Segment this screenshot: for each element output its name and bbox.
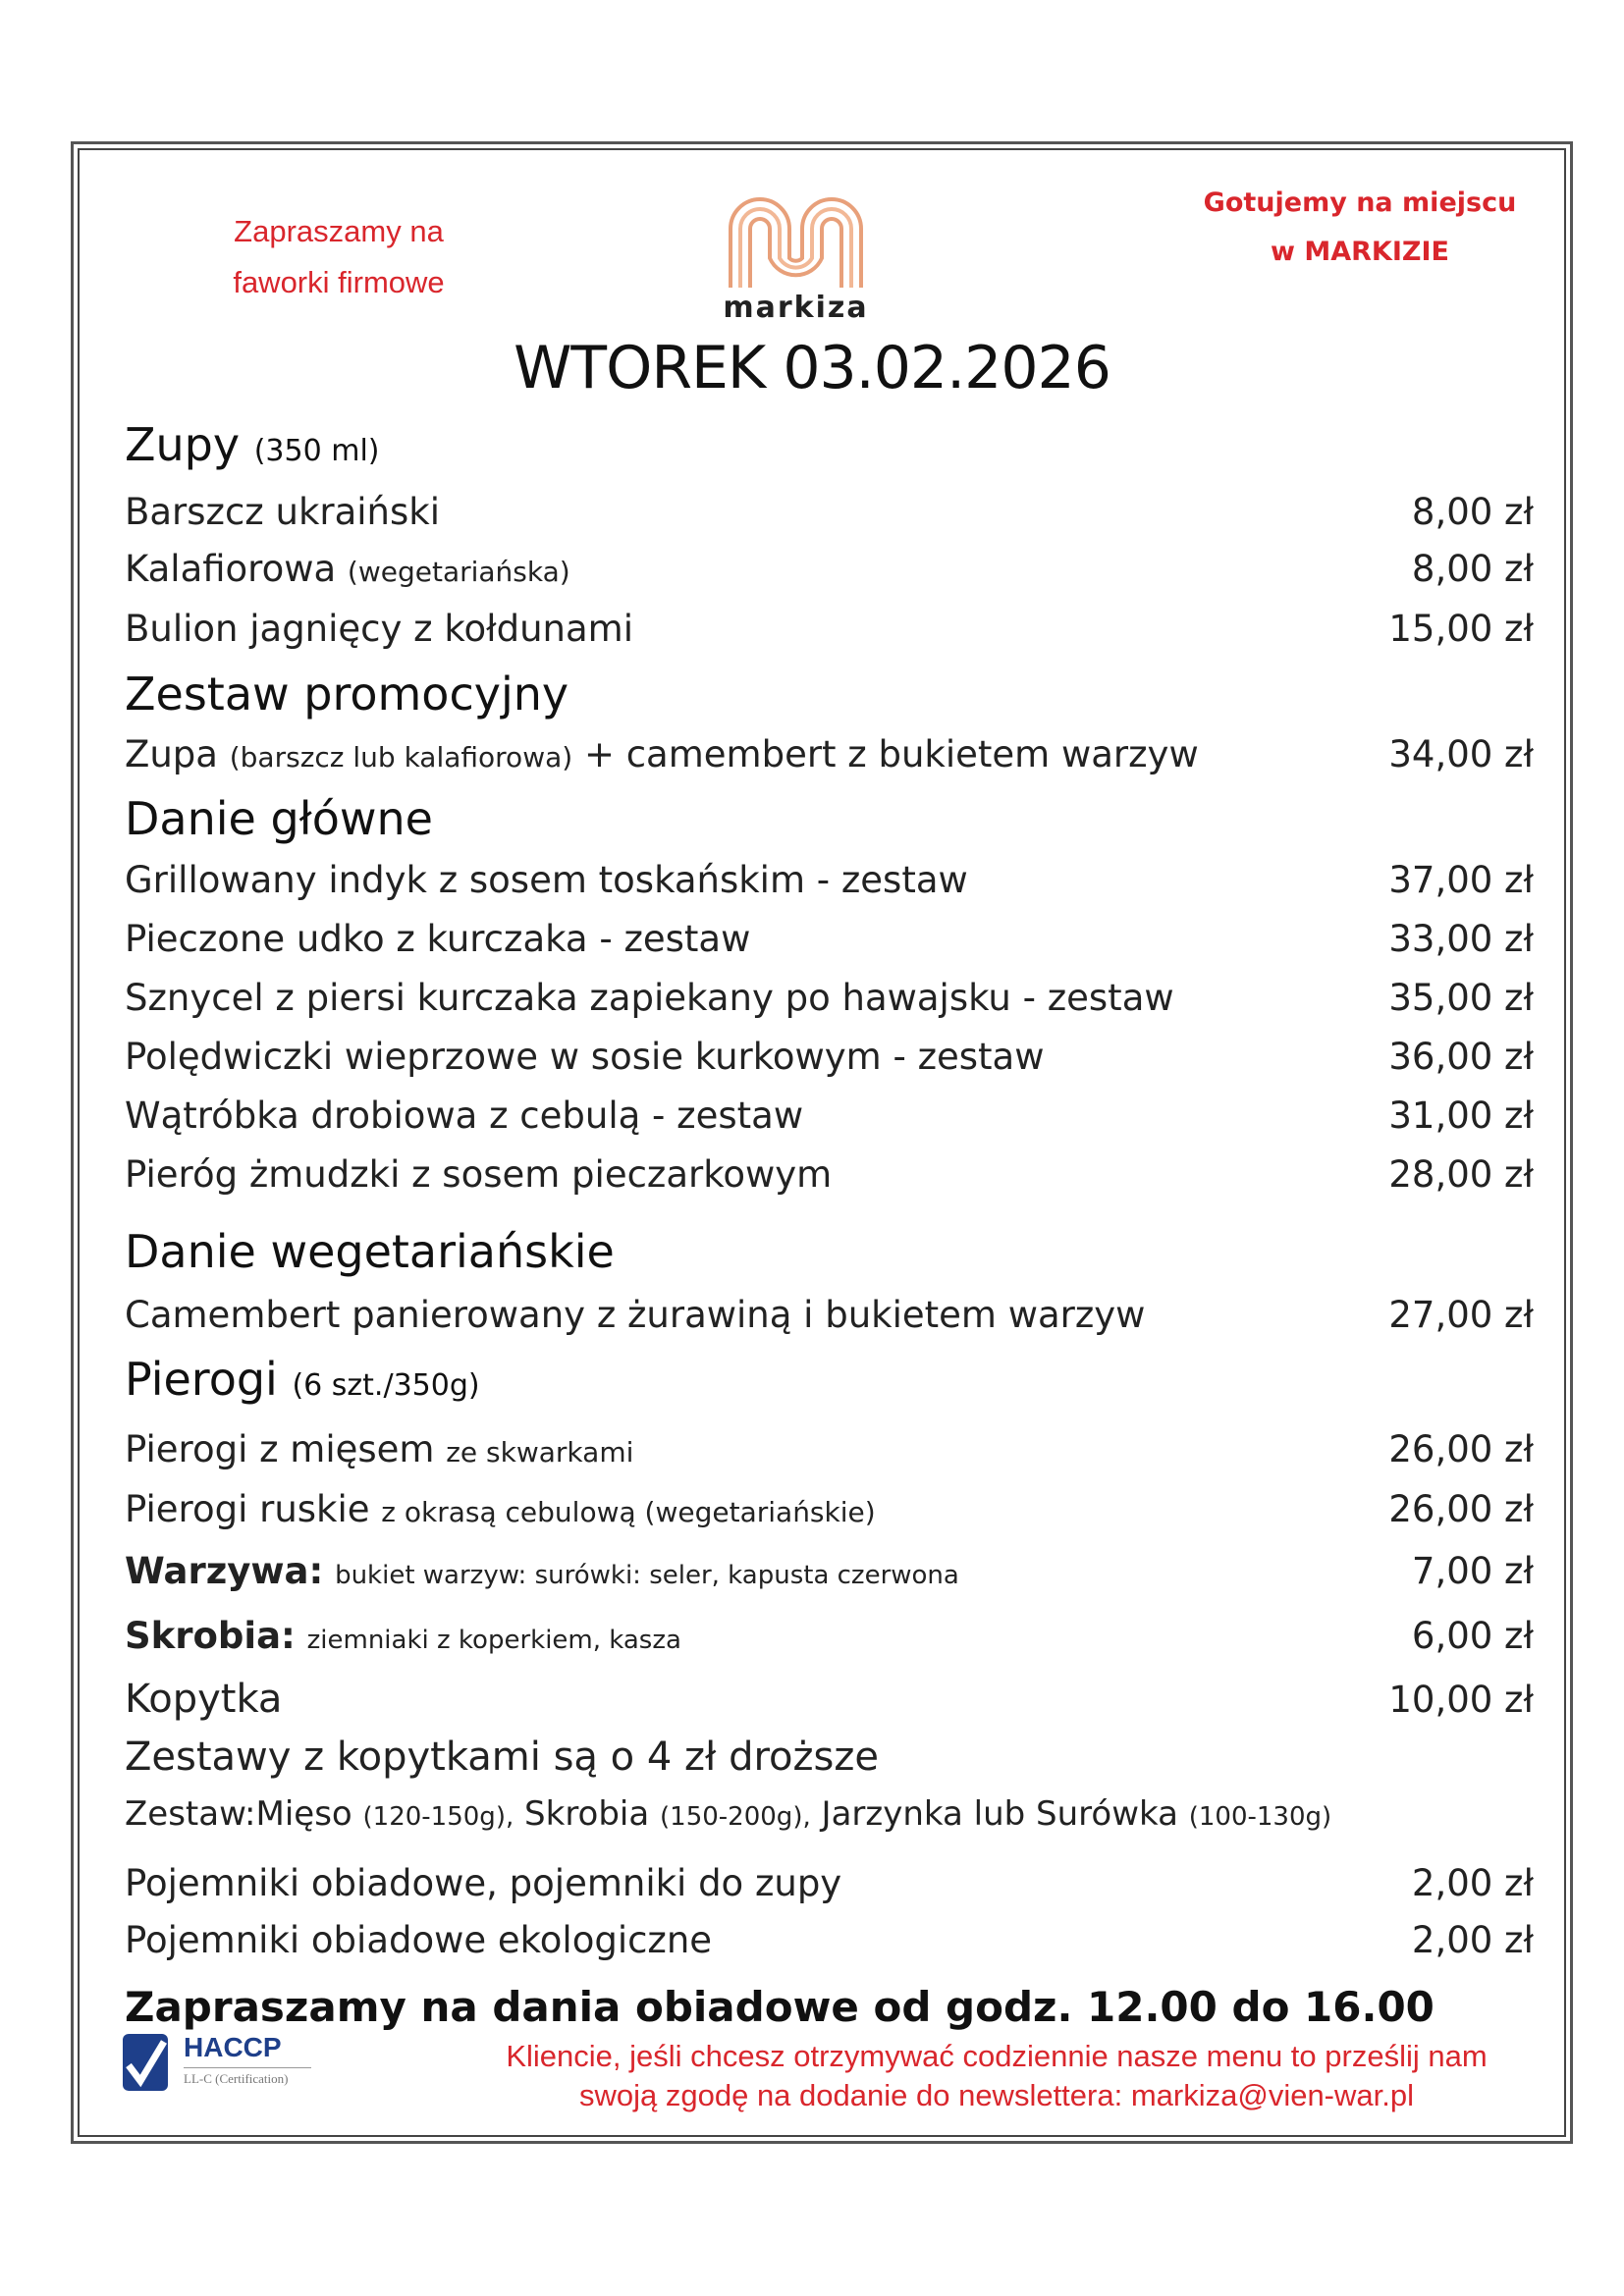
faworki-promo-line-1: Zapraszamy na — [234, 214, 444, 248]
menu-item — [125, 1421, 1534, 1481]
menu-item — [125, 601, 1534, 658]
menu-item — [125, 910, 1534, 969]
cooking-onsite-line-1: Gotujemy na miejscu — [1203, 187, 1517, 218]
newsletter-line-1: Kliencie, jeśli chcesz otrzymywać codziennie nasze menu to prześlij nam — [506, 2039, 1488, 2073]
item-price: 7,00 zł — [1411, 1550, 1534, 1592]
section-heading-promo — [125, 662, 1534, 726]
item-price: 34,00 zł — [1388, 733, 1534, 775]
section-title: Danie główne — [125, 792, 433, 845]
item-price: 6,00 zł — [1411, 1615, 1534, 1657]
item-price: 8,00 zł — [1411, 548, 1534, 590]
item-note: (barszcz lub kalafiorowa) — [229, 741, 573, 774]
side-label: Skrobia: — [125, 1615, 296, 1657]
item-price: 15,00 zł — [1388, 608, 1534, 650]
item-price: 26,00 zł — [1388, 1488, 1534, 1530]
item-name-continued: + camembert z bukietem warzyw — [583, 733, 1199, 775]
newsletter-line-2: swoją zgodę na dodanie do newslettera: markiza@vien-war.pl — [579, 2078, 1414, 2112]
markiza-logo-icon — [725, 189, 867, 288]
set-label: Zestaw: — [125, 1794, 256, 1834]
faworki-promo-line-2: faworki firmowe — [233, 265, 445, 299]
menu-item — [125, 1028, 1534, 1087]
item-price: 2,00 zł — [1411, 1862, 1534, 1904]
item-price: 2,00 zł — [1411, 1919, 1534, 1961]
menu-content — [125, 412, 1534, 2040]
item-name: Pojemniki obiadowe, pojemniki do zupy — [125, 1862, 842, 1904]
item-name: Pieczone udko z kurczaka - zestaw — [125, 918, 751, 960]
item-name: Barszcz ukraiński — [125, 491, 440, 533]
menu-item — [125, 1146, 1534, 1204]
item-name: Pierogi z mięsem — [125, 1428, 435, 1470]
page-title: WTOREK 03.02.2026 — [514, 334, 1110, 402]
menu-item — [125, 969, 1534, 1028]
item-name: Bulion jagnięcy z kołdunami — [125, 608, 633, 650]
item-price: 26,00 zł — [1388, 1428, 1534, 1470]
side-label: Warzywa: — [125, 1550, 324, 1592]
section-heading-soups — [125, 412, 1534, 484]
section-title: Zestaw promocyjny — [125, 667, 569, 721]
cooking-onsite-line-2: w MARKIZIE — [1271, 237, 1449, 267]
item-name: Pieróg żmudzki z sosem pieczarkowym — [125, 1153, 833, 1196]
item-note: z okrasą cebulową (wegetariańskie) — [381, 1496, 876, 1528]
haccp-title: HACCP — [184, 2032, 282, 2062]
item-name: Pojemniki obiadowe ekologiczne — [125, 1919, 713, 1961]
menu-item — [125, 851, 1534, 910]
faworki-promo — [196, 206, 481, 308]
section-heading-mains — [125, 786, 1534, 851]
item-note: ze skwarkami — [446, 1436, 634, 1468]
container-item — [125, 1912, 1534, 1969]
opening-hours: Zapraszamy na dania obiadowe od godz. 12.00 do 16.00 — [125, 1983, 1435, 2031]
item-name: Sznycel z piersi kurczaka zapiekany po hawajsku - zestaw — [125, 977, 1174, 1019]
item-name: Polędwiczki wieprzowe w sosie kurkowym - zestaw — [125, 1036, 1045, 1078]
haccp-badge — [123, 2034, 319, 2093]
newsletter-note — [432, 2037, 1561, 2115]
set-info: Zestaw:Mięso (120-150g), Skrobia (150-200g), Jarzynka lub Surówka (100-130g) — [125, 1794, 1332, 1834]
item-price: 35,00 zł — [1388, 977, 1534, 1019]
side-item-starch — [125, 1606, 1534, 1671]
menu-item — [125, 1087, 1534, 1146]
side-desc: bukiet warzyw: surówki: seler, kapusta czerwona — [335, 1561, 959, 1590]
haccp-subtitle: LL-C (Certification) — [184, 2071, 289, 2086]
logo-wordmark: markiza — [723, 291, 869, 325]
item-price: 28,00 zł — [1388, 1153, 1534, 1196]
menu-item — [125, 1481, 1534, 1541]
side-label: Kopytka — [125, 1677, 283, 1722]
section-title: Danie wegetariańskie — [125, 1225, 615, 1278]
item-price: 27,00 zł — [1388, 1294, 1534, 1336]
item-price: 33,00 zł — [1388, 918, 1534, 960]
side-item-kopytka — [125, 1671, 1534, 1729]
item-price: 36,00 zł — [1388, 1036, 1534, 1078]
section-title: Zupy — [125, 418, 241, 471]
item-name: Pierogi ruskie — [125, 1488, 370, 1530]
item-price: 8,00 zł — [1411, 491, 1534, 533]
checkmark-icon — [123, 2034, 168, 2091]
section-title: Pierogi — [125, 1353, 278, 1406]
item-name: Kalafiorowa — [125, 548, 337, 590]
cooking-onsite-note — [1159, 179, 1561, 277]
side-desc: ziemniaki z koperkiem, kasza — [306, 1626, 681, 1655]
item-name: Zupa — [125, 733, 218, 775]
section-note: (350 ml) — [253, 434, 380, 468]
section-heading-vegetarian — [125, 1216, 1534, 1287]
menu-item — [125, 726, 1534, 786]
section-heading-pierogi — [125, 1344, 1534, 1421]
item-name: Camembert panierowany z żurawiną i bukietem warzyw — [125, 1294, 1146, 1336]
container-item — [125, 1855, 1534, 1912]
item-note: (wegetariańska) — [347, 556, 570, 588]
item-price: 37,00 zł — [1388, 859, 1534, 901]
item-price: 31,00 zł — [1388, 1095, 1534, 1137]
menu-item — [125, 1287, 1534, 1344]
kopytka-note: Zestawy z kopytkami są o 4 zł droższe — [125, 1735, 879, 1780]
haccp-divider — [184, 2067, 311, 2068]
menu-item — [125, 541, 1534, 601]
section-note: (6 szt./350g) — [292, 1368, 480, 1403]
side-item-vegetables — [125, 1541, 1534, 1606]
item-price: 10,00 zł — [1388, 1679, 1534, 1721]
item-name: Wątróbka drobiowa z cebulą - zestaw — [125, 1095, 804, 1137]
item-name: Grillowany indyk z sosem toskańskim - zestaw — [125, 859, 968, 901]
menu-item — [125, 484, 1534, 541]
